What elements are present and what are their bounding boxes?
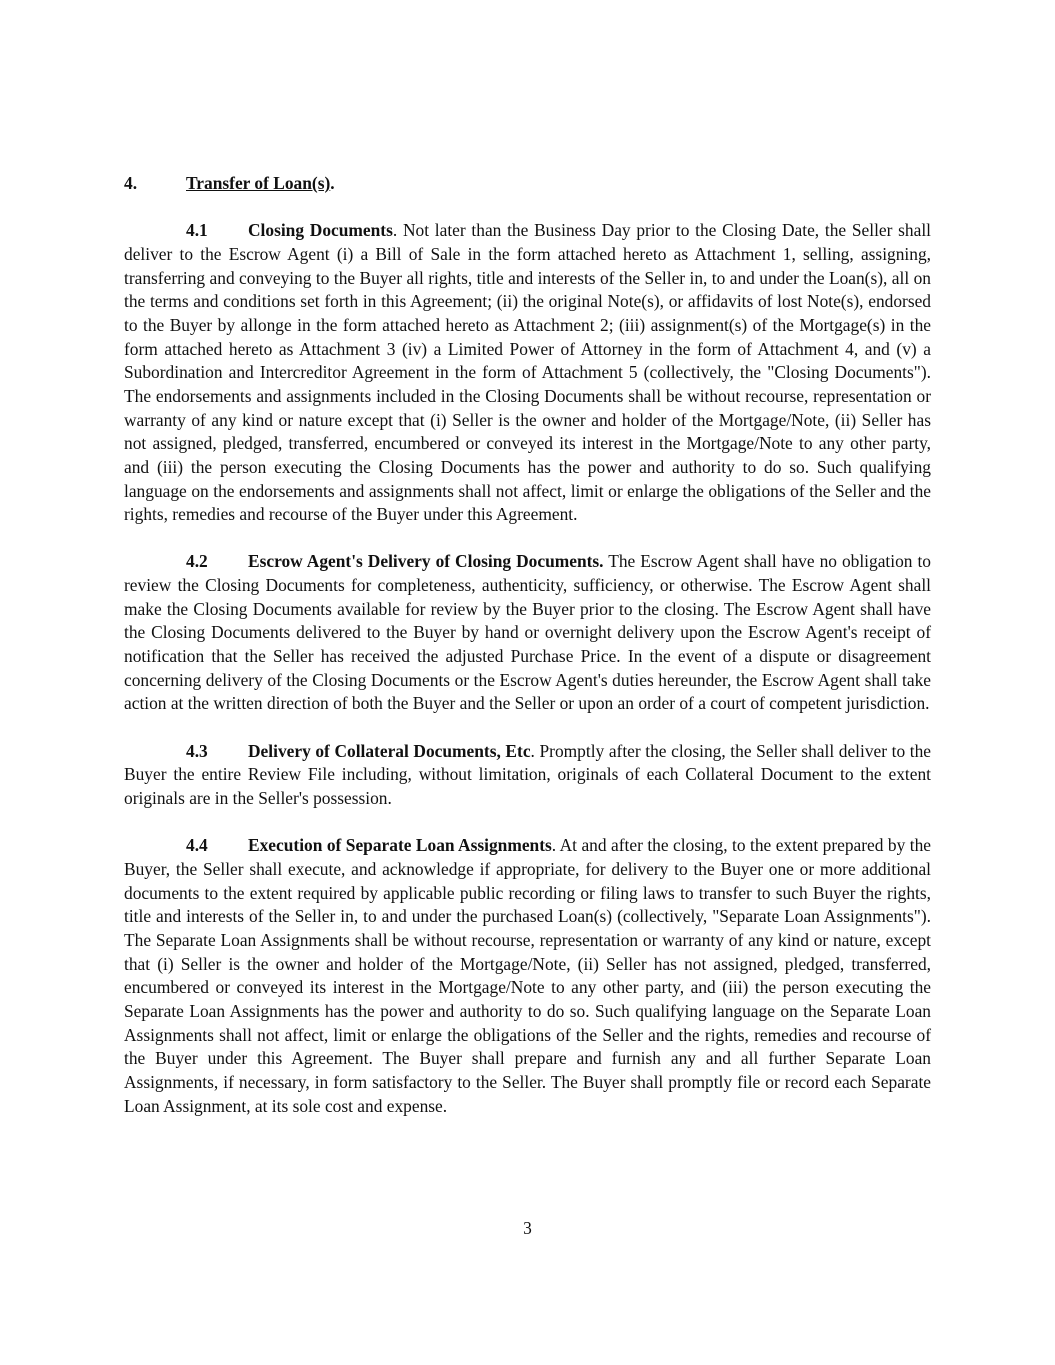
- subsection-title-suffix: .: [392, 220, 398, 241]
- subsection-title: Escrow Agent's Delivery of Closing Documents.: [248, 551, 604, 572]
- subsection-number: 4.1: [186, 220, 208, 241]
- subsection-title: Delivery of Collateral Documents, Etc: [248, 740, 531, 761]
- subsection-title: Closing Documents: [248, 220, 393, 241]
- subsection-title-suffix: .: [551, 835, 557, 856]
- subsection-title-suffix: .: [530, 740, 535, 761]
- subsection-body: Promptly after the closing, the Seller shall deliver to the Buyer the entire Review File including, without limitation, originals of each Collateral Document to the extent originals are in the Seller's possession.: [124, 740, 931, 809]
- subsection-4-3: [124, 740, 931, 811]
- document-page: [124, 172, 931, 1142]
- subsection-title: Execution of Separate Loan Assignments: [248, 835, 552, 856]
- section-title: Transfer of Loan(s): [186, 173, 331, 193]
- page-number: 3: [523, 1218, 532, 1238]
- subsection-4-1: [124, 219, 931, 527]
- subsection-body: At and after the closing, to the extent prepared by the Buyer, the Seller shall execute, and acknowledge if appropriate, for delivery to the Buyer one or more additional documents to the extent required by applicable public recording or filing laws to transfer to such Buyer the rights, title and interests of the Seller in, to and under the purchased Loan(s) (collectively, "Separate Loan Assignments"). The Separate Loan Assignments shall be without recourse, representation or warranty of any kind or nature, except that (i) Seller is the owner and holder of the Mortgage/Note, (ii) Seller has not assigned, pledged, transferred, encumbered or conveyed its interest in the Mortgage/Note to any other party, and (iii) the person executing the Separate Loan Assignments has the power and authority to do so. Such qualifying language on the Separate Loan Assignments shall not affect, limit or enlarge the obligations of the Seller and the rights, remedies and recourse of the Buyer under this Agreement. The Buyer shall prepare and furnish any and all further Separate Loan Assignments, if necessary, in form satisfactory to the Seller. The Buyer shall promptly file or record each Separate Loan Assignment, at its sole cost and expense.: [124, 835, 931, 1116]
- section-number: 4.: [124, 173, 138, 193]
- subsection-4-2: [124, 550, 931, 716]
- subsection-body: Not later than the Business Day prior to the Closing Date, the Seller shall deliver to the Escrow Agent (i) a Bill of Sale in the form attached hereto as Attachment 1, selling, assigning, transferring and conveying to the Buyer all rights, title and interests of the Seller in, to and under the Loan(s), all on the terms and conditions set forth in this Agreement; (ii) the original Note(s), or affidavits of lost Note(s), endorsed to the Buyer by allonge in the form attached hereto as Attachment 2; (iii) assignment(s) of the Mortgage(s) in the form attached hereto as Attachment 3 (iv) a Limited Power of Attorney in the form of Attachment 4, and (v) a Subordination and Intercreditor Agreement in the form of Attachment 5 (collectively, the "Closing Documents"). The endorsements and assignments included in the Closing Documents shall be without recourse, representation or warranty of any kind or nature except that (i) Seller is the owner and holder of the Mortgage/Note, (ii) Seller has not assigned, pledged, transferred, encumbered or conveyed its interest in the Mortgage/Note to any other party, and (iii) the person executing the Closing Documents has the power and authority to do so. Such qualifying language on the endorsements and assignments shall not affect, limit or enlarge the obligations of the Seller and the rights, remedies and recourse of the Buyer under this Agreement.: [124, 220, 932, 525]
- subsection-body: The Escrow Agent shall have no obligation to review the Closing Documents for completeness, authenticity, sufficiency, or otherwise. The Escrow Agent shall make the Closing Documents available for review by the Buyer prior to the closing. The Escrow Agent shall have the Closing Documents delivered to the Buyer by hand or overnight delivery upon the Escrow Agent's receipt of notification that the Seller has received the adjusted Purchase Price. In the event of a dispute or disagreement concerning delivery of the Closing Documents or the Escrow Agent's duties hereunder, the Escrow Agent shall take action at the written direction of both the Buyer and the Seller or upon an order of a court of competent jurisdiction.: [124, 551, 932, 714]
- subsection-number: 4.2: [186, 551, 208, 572]
- section-heading: [124, 172, 931, 196]
- section-title-suffix: .: [330, 173, 335, 193]
- subsection-number: 4.3: [186, 740, 208, 761]
- subsection-number: 4.4: [186, 835, 208, 856]
- subsection-4-4: [124, 834, 931, 1118]
